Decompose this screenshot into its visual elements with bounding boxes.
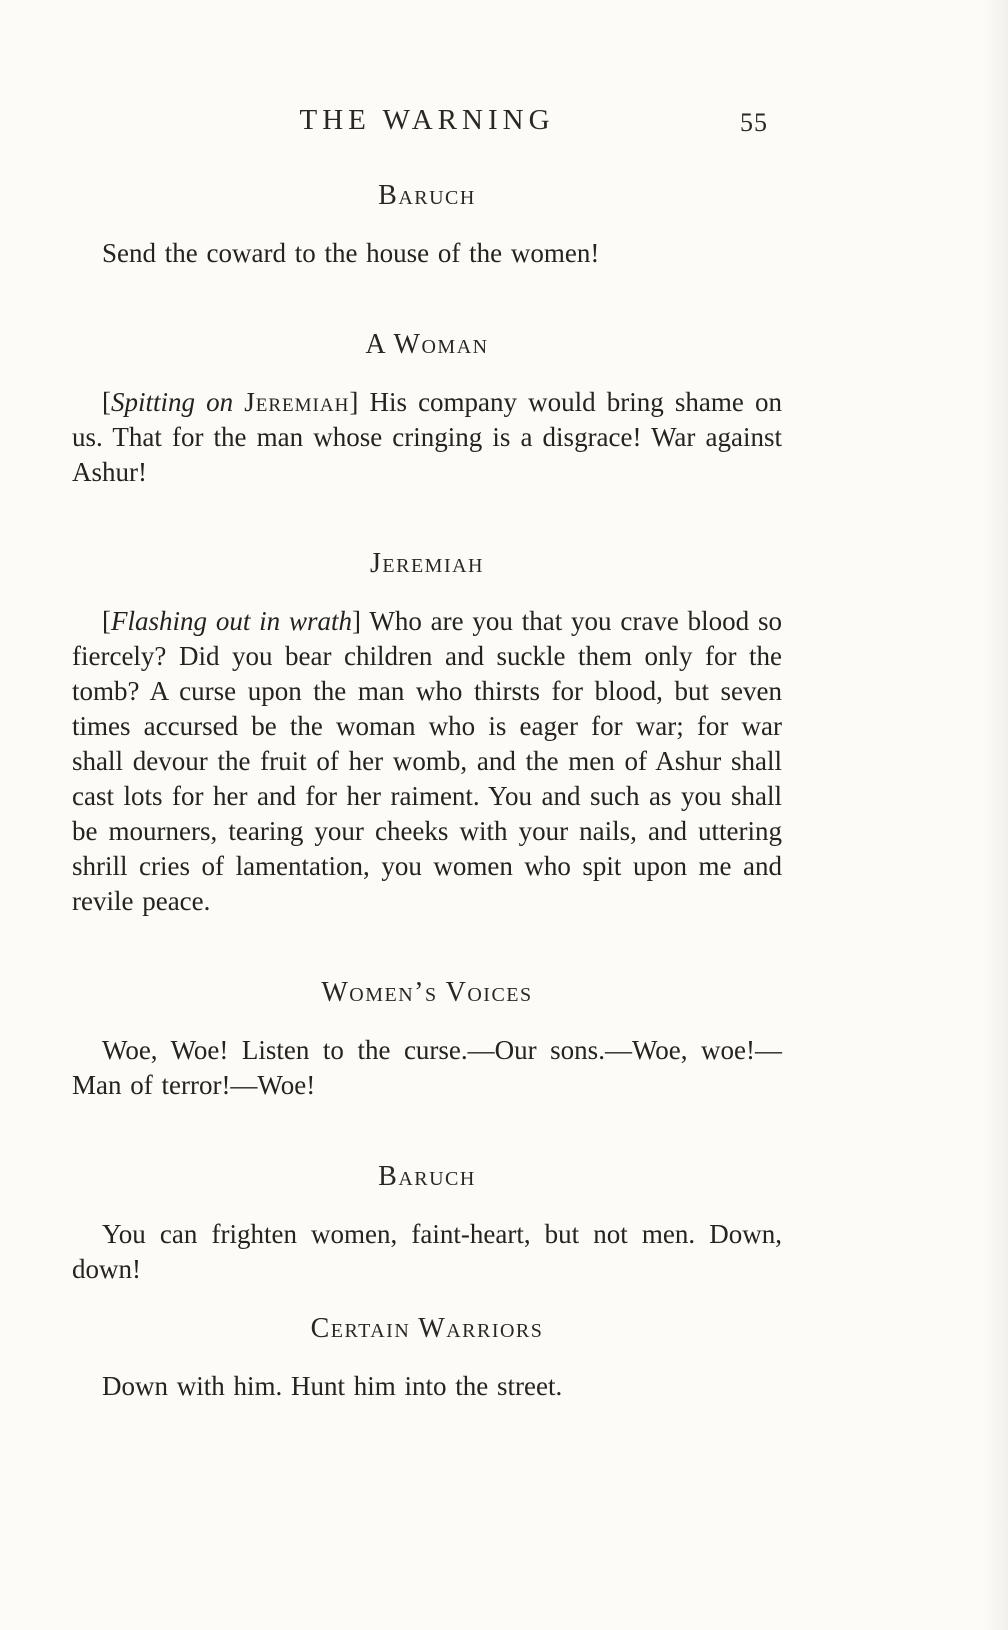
dialogue-text: [	[102, 387, 111, 417]
speaker-heading: Jeremiah	[370, 548, 484, 579]
stage-direction: Spitting on	[111, 387, 245, 417]
dialogue-paragraph	[72, 1217, 782, 1287]
running-title: THE WARNING	[299, 104, 555, 136]
page-header	[72, 104, 782, 148]
page-number: 55	[740, 108, 768, 137]
dialogue-paragraph	[72, 236, 782, 271]
dialogue-paragraph	[72, 385, 782, 490]
stage-direction: Flashing out in wrath	[111, 606, 352, 636]
speaker-heading: Certain Warriors	[310, 1313, 544, 1344]
dialogue-text: ] His company would bring shame on us. That for the man whose cringing is a disgrace! War against Ashur!	[72, 387, 783, 487]
speaker-heading: Women’s Voices	[321, 977, 533, 1008]
dialogue-text: Woe, Woe! Listen to the curse.—Our sons.—Woe, woe!—Man of terror!—Woe!	[72, 1035, 782, 1100]
dialogue-paragraph	[72, 1369, 782, 1404]
dialogue-paragraph	[72, 604, 782, 919]
character-name: Jeremiah	[244, 387, 350, 417]
dialogue-text: [	[102, 606, 111, 636]
dialogue-text: ] Who are you that you crave blood so fiercely? Did you bear children and suckle them only for the tomb? A curse upon the man who thirsts for blood, but seven times accursed be the woman who is eager for war; for war shall devour the fruit of her womb, and the men of Ashur shall cast lots for her and for her raiment. You and such as you shall be mourners, tearing your cheeks with your nails, and uttering shrill cries of lamentation, you women who spit upon me and revile peace.	[72, 606, 782, 916]
speaker-heading: A Woman	[365, 329, 489, 360]
dialogue-text: Down with him. Hunt him into the street.	[102, 1371, 563, 1401]
dialogue-text: Send the coward to the house of the women!	[102, 238, 600, 268]
dialogue-text: You can frighten women, faint-heart, but not men. Down, down!	[72, 1219, 782, 1284]
speaker-heading: Baruch	[378, 1161, 476, 1192]
dialogue-paragraph	[72, 1033, 782, 1103]
play-text	[72, 180, 782, 1404]
speaker-heading: Baruch	[378, 180, 476, 211]
